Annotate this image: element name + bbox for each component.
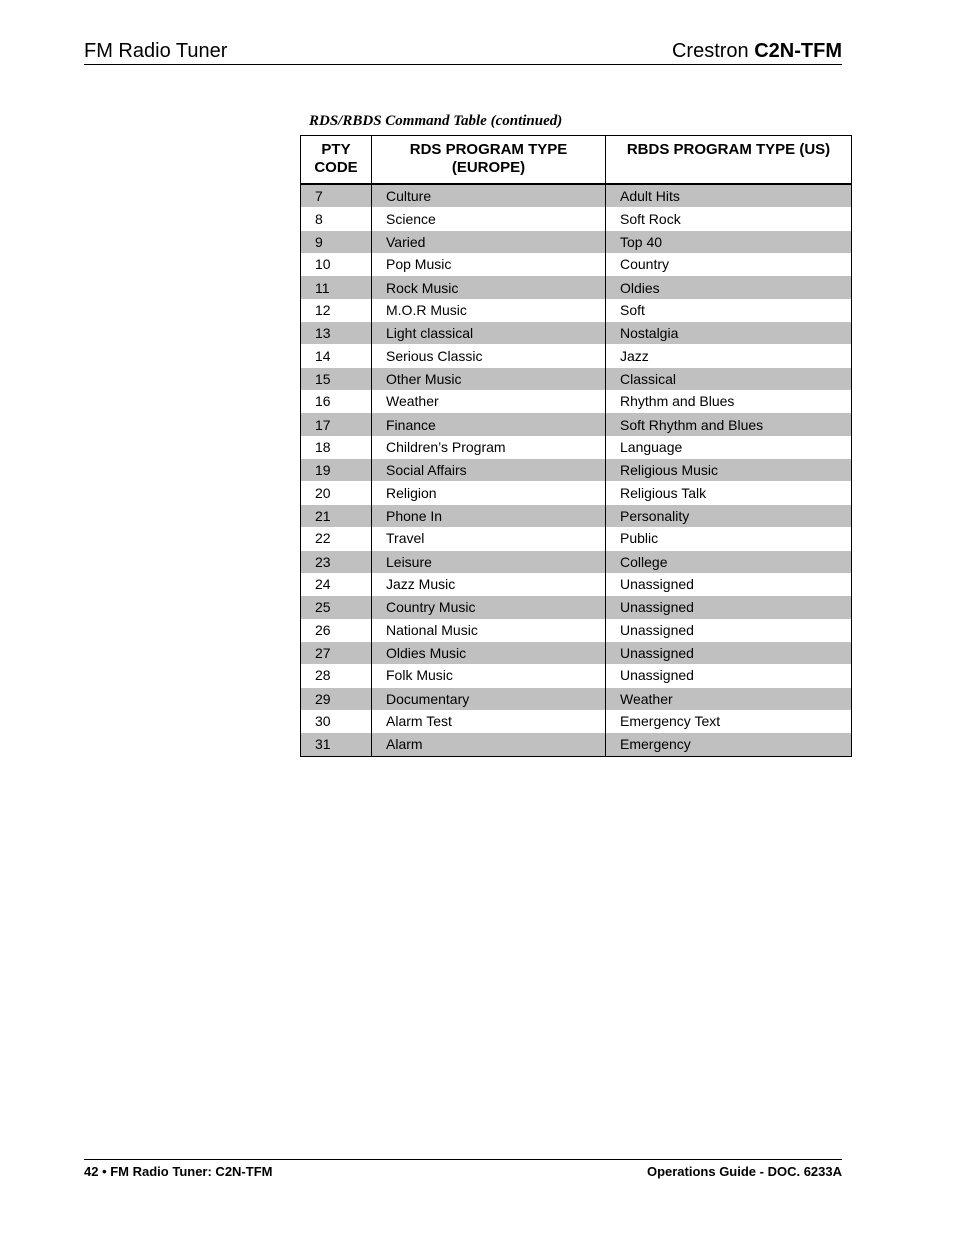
cell-pty-code: 31: [301, 733, 372, 756]
cell-rbds-us: Oldies: [606, 276, 852, 299]
cell-rds-europe: Serious Classic: [372, 344, 606, 367]
cell-pty-code: 29: [301, 687, 372, 710]
cell-rds-europe: Pop Music: [372, 253, 606, 276]
cell-rbds-us: Unassigned: [606, 596, 852, 619]
table-row: [301, 322, 852, 345]
cell-pty-code: 8: [301, 207, 372, 230]
cell-rbds-us: Emergency Text: [606, 710, 852, 733]
cell-rbds-us: Classical: [606, 367, 852, 390]
cell-pty-code: 24: [301, 573, 372, 596]
table-row: [301, 253, 852, 276]
cell-rds-europe: Documentary: [372, 687, 606, 710]
rds-command-table: [300, 135, 852, 757]
table-row: [301, 367, 852, 390]
cell-rds-europe: Folk Music: [372, 664, 606, 687]
cell-rbds-us: Nostalgia: [606, 322, 852, 345]
cell-rds-europe: M.O.R Music: [372, 299, 606, 322]
cell-rds-europe: Oldies Music: [372, 641, 606, 664]
cell-pty-code: 14: [301, 344, 372, 367]
cell-rbds-us: Soft Rock: [606, 207, 852, 230]
table-row: [301, 573, 852, 596]
cell-pty-code: 12: [301, 299, 372, 322]
cell-pty-code: 21: [301, 504, 372, 527]
cell-pty-code: 11: [301, 276, 372, 299]
cell-rds-europe: Travel: [372, 527, 606, 550]
cell-pty-code: 22: [301, 527, 372, 550]
header-model: C2N-TFM: [754, 40, 842, 62]
cell-rds-europe: Finance: [372, 413, 606, 436]
cell-rbds-us: Religious Talk: [606, 481, 852, 504]
cell-rbds-us: Unassigned: [606, 573, 852, 596]
column-header-rds-europe: RDS PROGRAM TYPE (EUROPE): [372, 136, 606, 185]
cell-pty-code: 13: [301, 322, 372, 345]
cell-rbds-us: Rhythm and Blues: [606, 390, 852, 413]
cell-rds-europe: Light classical: [372, 322, 606, 345]
table-row: [301, 596, 852, 619]
cell-rbds-us: Weather: [606, 687, 852, 710]
table-row: [301, 436, 852, 459]
table-row: [301, 504, 852, 527]
cell-pty-code: 28: [301, 664, 372, 687]
cell-rbds-us: Unassigned: [606, 641, 852, 664]
table-row: [301, 641, 852, 664]
cell-pty-code: 17: [301, 413, 372, 436]
table-row: [301, 413, 852, 436]
cell-pty-code: 18: [301, 436, 372, 459]
cell-rds-europe: Religion: [372, 481, 606, 504]
table-row: [301, 184, 852, 207]
cell-rbds-us: Public: [606, 527, 852, 550]
cell-rds-europe: Other Music: [372, 367, 606, 390]
table-row: [301, 459, 852, 482]
cell-rds-europe: Social Affairs: [372, 459, 606, 482]
cell-pty-code: 27: [301, 641, 372, 664]
cell-rds-europe: Country Music: [372, 596, 606, 619]
cell-rds-europe: Science: [372, 207, 606, 230]
cell-rds-europe: Varied: [372, 230, 606, 253]
cell-pty-code: 7: [301, 184, 372, 207]
table-row: [301, 550, 852, 573]
column-header-rbds-us: RBDS PROGRAM TYPE (US): [606, 136, 852, 185]
cell-rbds-us: Personality: [606, 504, 852, 527]
cell-rbds-us: Unassigned: [606, 664, 852, 687]
table-row: [301, 527, 852, 550]
footer-page-info: 42 • FM Radio Tuner: C2N-TFM: [84, 1164, 273, 1179]
cell-rds-europe: Leisure: [372, 550, 606, 573]
page-header: [84, 38, 842, 65]
page-footer: [84, 1159, 842, 1179]
cell-rbds-us: Religious Music: [606, 459, 852, 482]
cell-pty-code: 20: [301, 481, 372, 504]
header-brand-name: Crestron: [671, 40, 749, 62]
cell-rbds-us: Adult Hits: [606, 184, 852, 207]
cell-pty-code: 10: [301, 253, 372, 276]
cell-pty-code: 16: [301, 390, 372, 413]
table-body: [301, 184, 852, 756]
column-header-pty-code: PTY CODE: [301, 136, 372, 185]
table-row: [301, 207, 852, 230]
cell-pty-code: 19: [301, 459, 372, 482]
cell-pty-code: 30: [301, 710, 372, 733]
cell-rds-europe: Alarm: [372, 733, 606, 756]
cell-pty-code: 23: [301, 550, 372, 573]
table-row: [301, 619, 852, 642]
table-row: [301, 276, 852, 299]
cell-rbds-us: Soft: [606, 299, 852, 322]
table-row: [301, 733, 852, 756]
footer-doc-info: Operations Guide - DOC. 6233A: [646, 1164, 842, 1179]
cell-rds-europe: Jazz Music: [372, 573, 606, 596]
table-row: [301, 230, 852, 253]
cell-rds-europe: Weather: [372, 390, 606, 413]
cell-rds-europe: Rock Music: [372, 276, 606, 299]
cell-pty-code: 25: [301, 596, 372, 619]
table-caption: RDS/RBDS Command Table (continued): [309, 113, 563, 129]
cell-rbds-us: Soft Rhythm and Blues: [606, 413, 852, 436]
cell-rbds-us: Jazz: [606, 344, 852, 367]
table-header-row: [301, 136, 852, 185]
header-brand: [672, 40, 842, 63]
table-row: [301, 390, 852, 413]
cell-rds-europe: Culture: [372, 184, 606, 207]
cell-rbds-us: College: [606, 550, 852, 573]
table-row: [301, 344, 852, 367]
table-row: [301, 710, 852, 733]
cell-rbds-us: Country: [606, 253, 852, 276]
table-row: [301, 664, 852, 687]
cell-rbds-us: Language: [606, 436, 852, 459]
table-row: [301, 481, 852, 504]
cell-pty-code: 26: [301, 619, 372, 642]
table-row: [301, 687, 852, 710]
cell-rds-europe: Alarm Test: [372, 710, 606, 733]
cell-rbds-us: Top 40: [606, 230, 852, 253]
header-title: FM Radio Tuner: [84, 40, 228, 62]
cell-rbds-us: Unassigned: [606, 619, 852, 642]
cell-pty-code: 9: [301, 230, 372, 253]
cell-rds-europe: National Music: [372, 619, 606, 642]
cell-rbds-us: Emergency: [606, 733, 852, 756]
cell-rds-europe: Children’s Program: [372, 436, 606, 459]
cell-pty-code: 15: [301, 367, 372, 390]
table-row: [301, 299, 852, 322]
cell-rds-europe: Phone In: [372, 504, 606, 527]
